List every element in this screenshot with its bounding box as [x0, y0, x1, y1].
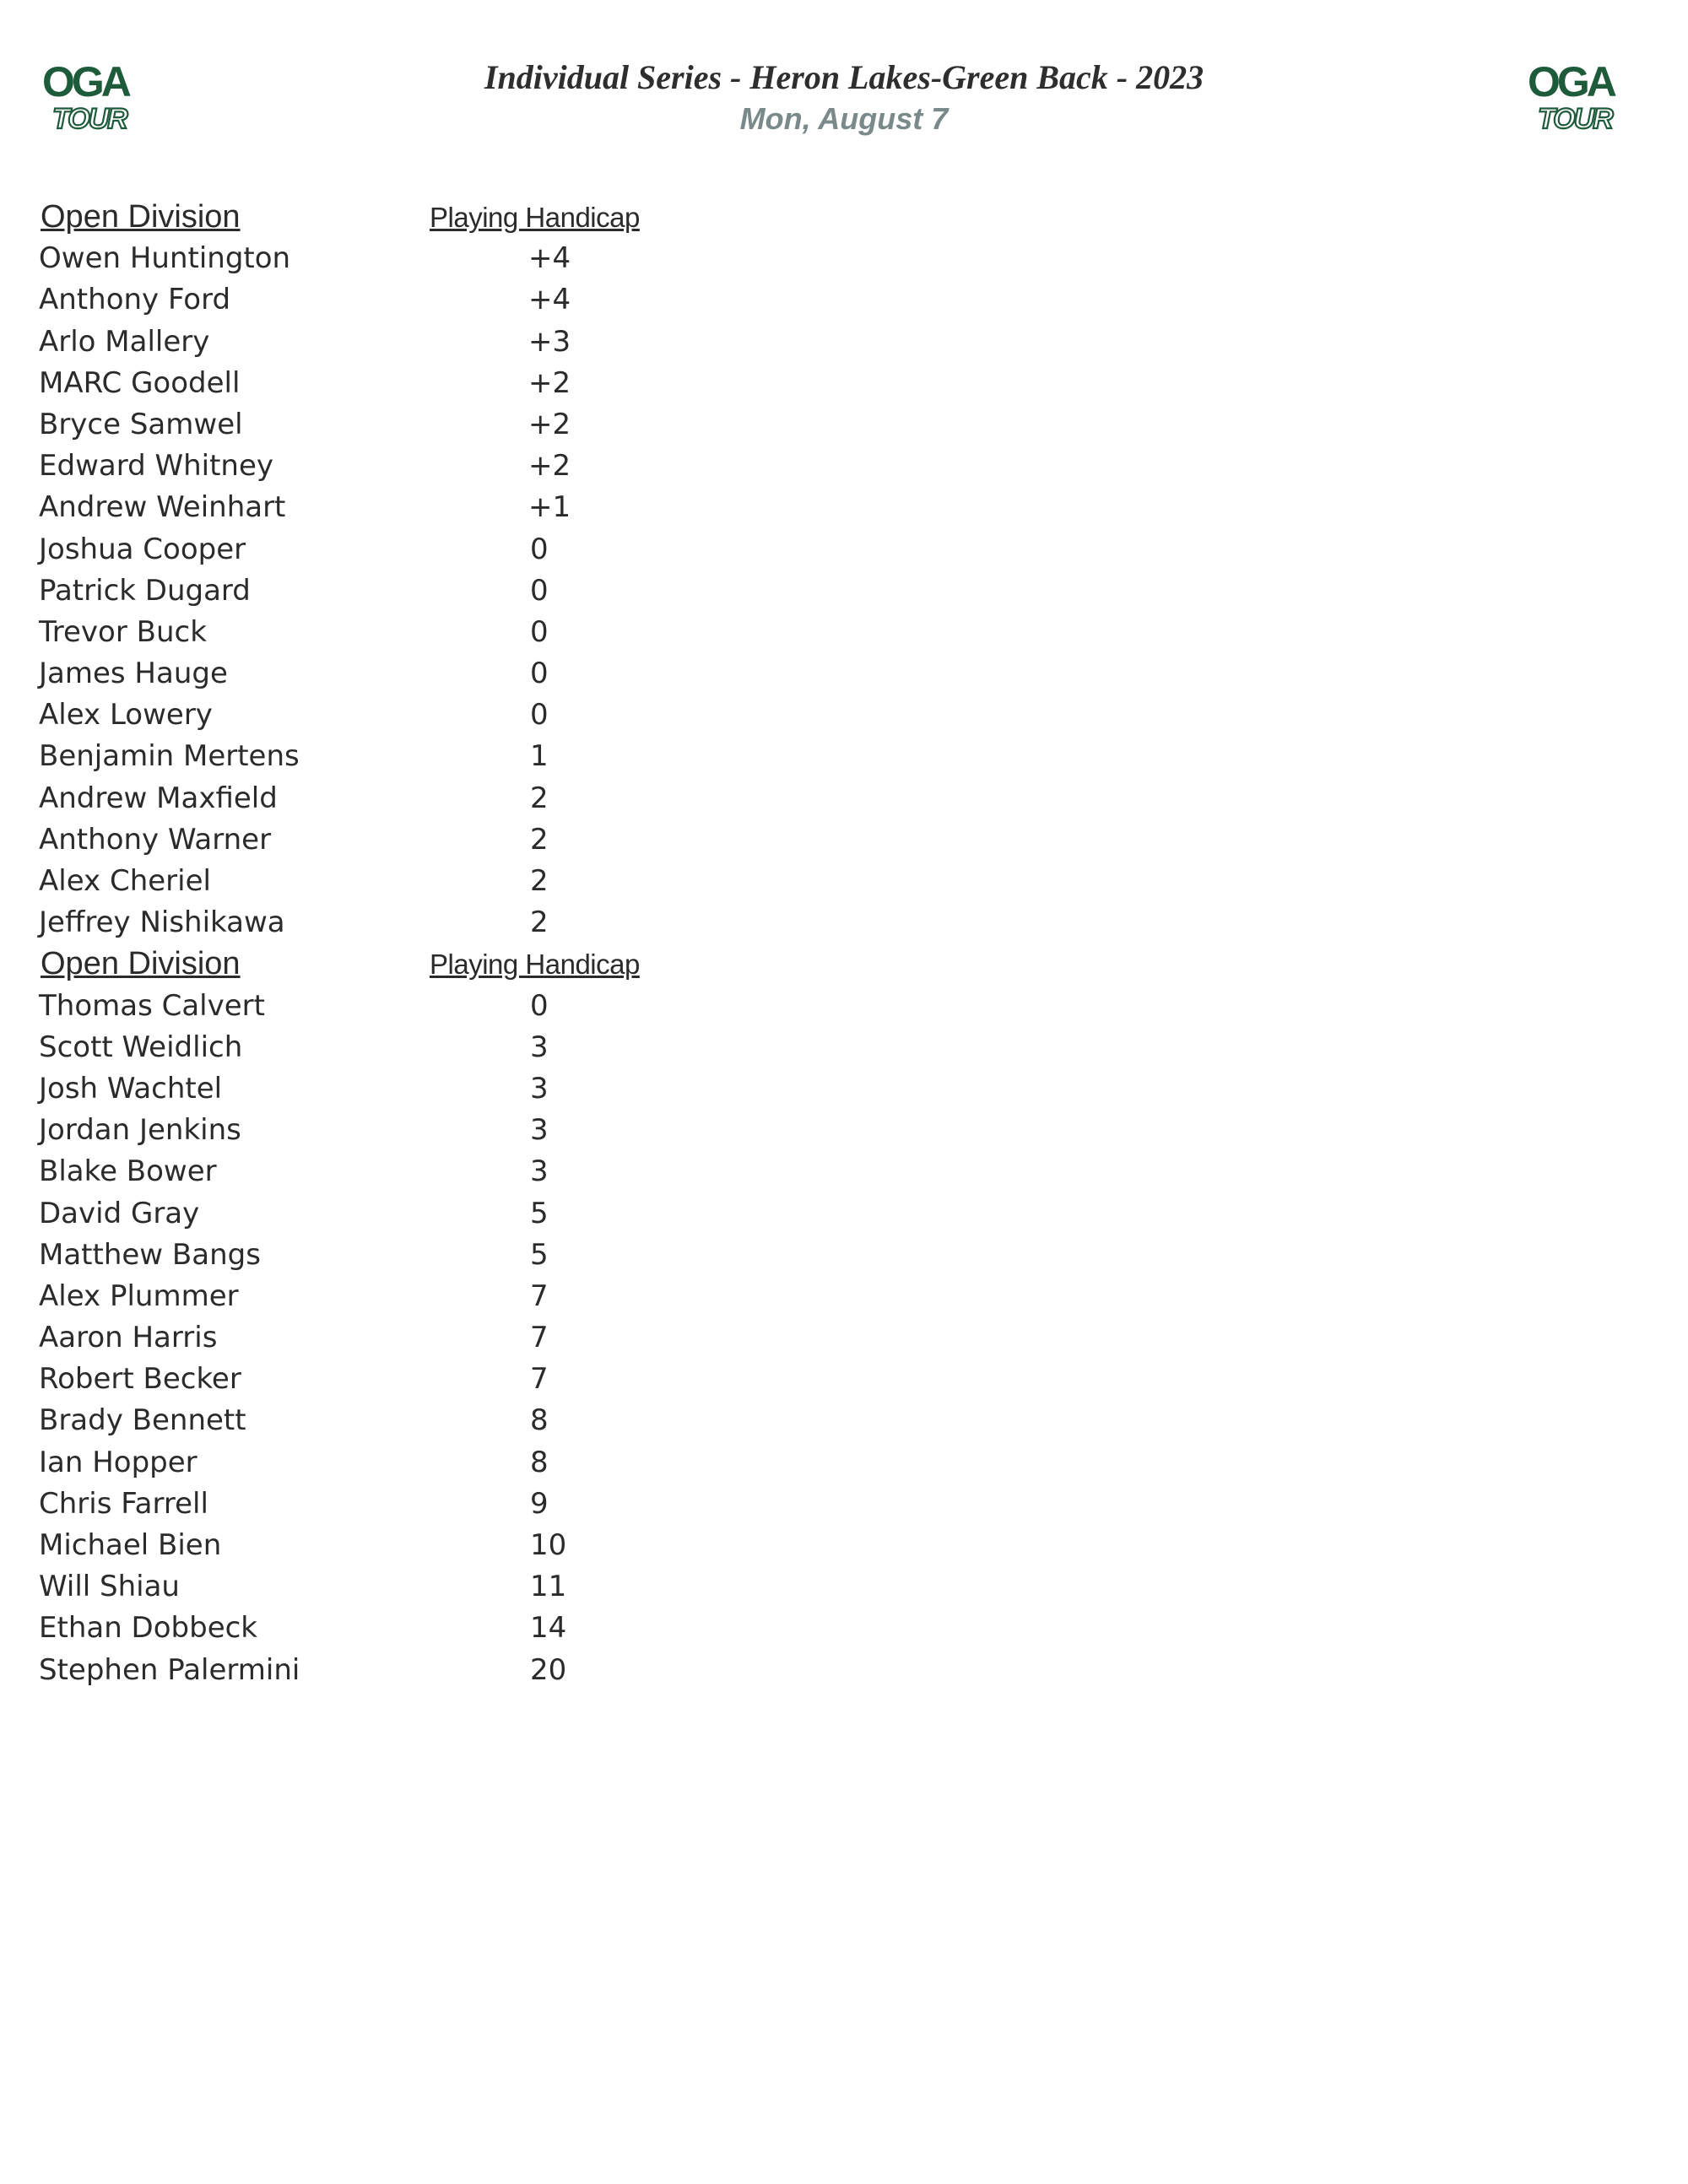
player-row [39, 1442, 714, 1484]
player-name: David Gray [39, 1196, 200, 1230]
player-row [39, 1110, 714, 1151]
player-name: Andrew Weinhart [39, 490, 286, 525]
player-name: Trevor Buck [39, 614, 207, 649]
player-row [39, 322, 714, 363]
oga-tour-logo-left [39, 57, 157, 133]
player-handicap: 8 [530, 1445, 549, 1479]
player-name: Bryce Samwel [39, 407, 243, 441]
player-name: Will Shiau [39, 1570, 180, 1604]
player-row [39, 736, 714, 777]
oga-tour-logo-graphic [39, 57, 157, 133]
player-handicap: 0 [530, 988, 549, 1023]
player-handicap: +1 [528, 490, 571, 525]
player-handicap: 20 [530, 1652, 567, 1687]
player-row [39, 1276, 714, 1317]
player-row [39, 612, 714, 653]
player-name: Stephen Palermini [39, 1652, 300, 1687]
player-name: Alex Cheriel [39, 864, 211, 898]
player-handicap: 7 [530, 1321, 549, 1355]
player-handicap: 3 [530, 1071, 549, 1106]
player-handicap: 10 [530, 1528, 567, 1562]
division-label: Open Division [41, 199, 241, 235]
player-name: Anthony Ford [39, 283, 231, 317]
player-row [39, 695, 714, 736]
player-handicap: +4 [528, 241, 571, 276]
player-name: Michael Bien [39, 1528, 222, 1562]
playing-handicap-header: Playing Handicap [430, 949, 640, 981]
player-row [39, 1359, 714, 1400]
player-handicap: 7 [530, 1362, 549, 1397]
player-name: Arlo Mallery [39, 324, 210, 359]
player-handicap: 5 [530, 1237, 549, 1272]
player-handicap: +2 [528, 407, 571, 441]
player-handicap: 0 [530, 657, 549, 691]
player-name: Owen Huntington [39, 241, 291, 276]
player-row [39, 1566, 714, 1608]
player-name: Alex Lowery [39, 698, 213, 733]
player-row [39, 404, 714, 446]
player-handicap: 5 [530, 1196, 549, 1230]
player-name: Jordan Jenkins [39, 1113, 241, 1148]
player-name: Brady Bennett [39, 1403, 246, 1438]
player-handicap: 2 [530, 864, 549, 898]
player-row [39, 1525, 714, 1566]
player-handicap: +3 [528, 324, 571, 359]
player-name: Benjamin Mertens [39, 739, 300, 774]
logo-text-oga: OGA [1528, 58, 1614, 105]
player-name: Robert Becker [39, 1362, 241, 1397]
player-row [39, 1151, 714, 1192]
player-row [39, 861, 714, 902]
player-name: Andrew Maxfield [39, 781, 278, 815]
logo-text-oga: OGA [42, 58, 128, 105]
page-title: Individual Series - Heron Lakes-Green Back - 2023 [484, 58, 1204, 96]
oga-tour-logo-right [1524, 57, 1642, 133]
player-row [39, 446, 714, 487]
playing-handicap-header: Playing Handicap [430, 202, 640, 233]
player-name: Ethan Dobbeck [39, 1611, 258, 1646]
player-name: Josh Wachtel [39, 1071, 223, 1106]
player-row [39, 238, 714, 279]
player-row [39, 1027, 714, 1068]
player-row [39, 1193, 714, 1235]
player-handicap: 0 [530, 698, 549, 733]
player-row [39, 1484, 714, 1525]
player-name: MARC Goodell [39, 365, 241, 400]
player-name: Alex Plummer [39, 1279, 239, 1313]
player-row [39, 653, 714, 695]
player-name: Ian Hopper [39, 1445, 197, 1479]
player-name: Thomas Calvert [39, 988, 265, 1023]
player-row [39, 363, 714, 404]
player-handicap: 0 [530, 614, 549, 649]
player-name: Patrick Dugard [39, 573, 251, 608]
player-name: Jeffrey Nishikawa [39, 905, 285, 940]
player-row [39, 570, 714, 612]
player-handicap: 8 [530, 1403, 549, 1438]
player-roster [39, 197, 714, 1691]
player-handicap: 3 [530, 1154, 549, 1189]
player-name: Matthew Bangs [39, 1237, 261, 1272]
player-row [39, 778, 714, 819]
player-name: James Hauge [39, 657, 228, 691]
oga-tour-logo-graphic [1524, 57, 1642, 133]
logo-text-tour: TOUR [1538, 103, 1612, 133]
player-name: Scott Weidlich [39, 1030, 243, 1064]
player-handicap: 3 [530, 1030, 549, 1064]
player-row [39, 529, 714, 570]
player-row [39, 1317, 714, 1359]
player-handicap: 2 [530, 781, 549, 815]
player-row [39, 1608, 714, 1649]
player-row [39, 902, 714, 943]
player-row [39, 487, 714, 528]
player-handicap: 7 [530, 1279, 549, 1313]
player-name: Aaron Harris [39, 1321, 218, 1355]
player-handicap: 1 [530, 739, 549, 774]
player-row [39, 1235, 714, 1276]
player-handicap: 11 [530, 1570, 567, 1604]
player-handicap: 2 [530, 905, 549, 940]
player-name: Anthony Warner [39, 822, 272, 857]
event-date: Mon, August 7 [739, 101, 949, 136]
player-handicap: +2 [528, 449, 571, 484]
player-row [39, 279, 714, 321]
division-header-row [39, 197, 714, 238]
player-name: Blake Bower [39, 1154, 217, 1189]
player-handicap: 14 [530, 1611, 567, 1646]
player-row [39, 1400, 714, 1441]
player-handicap: +4 [528, 283, 571, 317]
player-row [39, 819, 714, 861]
player-handicap: 9 [530, 1486, 549, 1521]
player-row [39, 1650, 714, 1691]
logo-text-tour: TOUR [52, 103, 127, 133]
player-handicap: 0 [530, 532, 549, 566]
player-handicap: +2 [528, 365, 571, 400]
player-row [39, 1068, 714, 1110]
player-handicap: 2 [530, 822, 549, 857]
player-name: Chris Farrell [39, 1486, 208, 1521]
player-name: Joshua Cooper [39, 532, 246, 566]
division-header-row [39, 943, 714, 985]
player-handicap: 0 [530, 573, 549, 608]
division-label: Open Division [41, 946, 241, 982]
player-name: Edward Whitney [39, 449, 274, 484]
player-handicap: 3 [530, 1113, 549, 1148]
player-row [39, 986, 714, 1027]
